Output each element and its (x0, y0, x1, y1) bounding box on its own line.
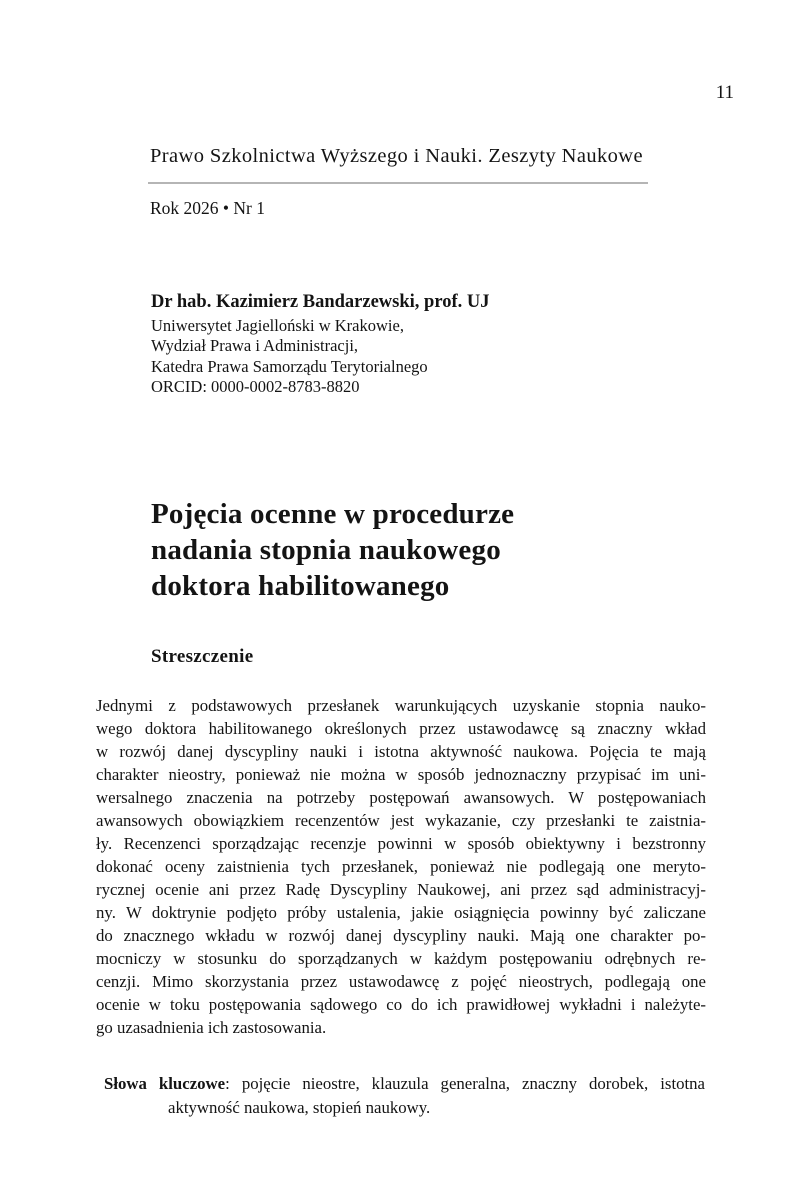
author-orcid: ORCID: 0000-0002-8783-8820 (151, 377, 360, 397)
keywords-line: aktywność naukowa, stopień naukowy. (168, 1098, 431, 1117)
abstract-paragraph (96, 694, 706, 1039)
affiliation-line: Wydział Prawa i Administracji, (151, 336, 359, 356)
abstract-line: cenzji. Mimo skorzystania przez ustawodawcę z pojęć nieostrych, podlegają one (96, 972, 706, 991)
abstract-line: do znacznego wkładu w rozwój danej dyscypliny nauki. Mają one charakter po- (96, 926, 706, 945)
abstract-line: awansowych obowiązkiem recenzentów jest wykazanie, czy przesłanki te zaistnia- (96, 811, 706, 830)
affiliation-line: Katedra Prawa Samorządu Terytorialnego (151, 356, 428, 376)
page-number: 11 (715, 82, 734, 103)
article-title (151, 496, 514, 604)
abstract-line: go uzasadnienia ich zastosowania. (96, 1018, 327, 1037)
author-name: Dr hab. Kazimierz Bandarzewski, prof. UJ (151, 292, 490, 312)
abstract-line: w rozwój danej dyscypliny nauki i istotna aktywność naukowa. Pojęcia te mają (96, 742, 706, 761)
journal-title: Prawo Szkolnictwa Wyższego i Nauki. Zeszyty Naukowe (150, 145, 644, 167)
abstract-line: charakter nieostry, ponieważ nie można w sposób jednoznaczny przypisać im uni- (96, 765, 706, 784)
abstract-line: wersalnego znaczenia na potrzeby postępowań awansowych. W postępowaniach (96, 788, 706, 807)
keywords-line (104, 1072, 705, 1096)
abstract-line: rycznej ocenie ani przez Radę Dyscypliny Naukowej, ani przez sąd administracyj- (96, 880, 706, 899)
abstract-line: dokonać oceny zaistnienia tych przesłanek, ponieważ nie podlegają one meryto- (96, 857, 706, 876)
abstract-line: Jednymi z podstawowych przesłanek warunkujących uzyskanie stopnia nauko- (96, 696, 706, 715)
issue-info: Rok 2026 • Nr 1 (150, 198, 266, 218)
abstract-line: ocenie w toku postępowania sądowego co do ich prawidłowej wykładni i należyte- (96, 995, 706, 1014)
abstract-line: mocniczy w stosunku do sporządzanych w każdym postępowaniu odrębnych re- (96, 949, 706, 968)
abstract-line: ły. Recenzenci sporządzając recenzje powinni w sposób obiektywny i bezstronny (96, 834, 706, 853)
keywords-block (104, 1072, 705, 1120)
abstract-line: wego doktora habilitowanego określonych przez ustawodawcę są znaczny wkład (96, 719, 706, 738)
affiliation-line: Uniwersytet Jagielloński w Krakowie, (151, 316, 404, 335)
author-block (151, 290, 489, 398)
keywords-label: Słowa kluczowe (104, 1074, 226, 1093)
abstract-heading: Streszczenie (151, 646, 254, 667)
abstract-line: ny. W doktrynie podjęto próby ustalenia, jakie osiągnięcia powinny być zaliczane (96, 903, 706, 922)
header-divider-line (148, 182, 648, 184)
keywords-text: : pojęcie nieostre, klauzula generalna, znaczny dorobek, istotna (225, 1074, 705, 1093)
article-title-line: Pojęcia ocenne w procedurze (151, 498, 515, 530)
article-title-line: doktora habilitowanego (151, 570, 450, 602)
article-title-line: nadania stopnia naukowego (151, 534, 501, 566)
